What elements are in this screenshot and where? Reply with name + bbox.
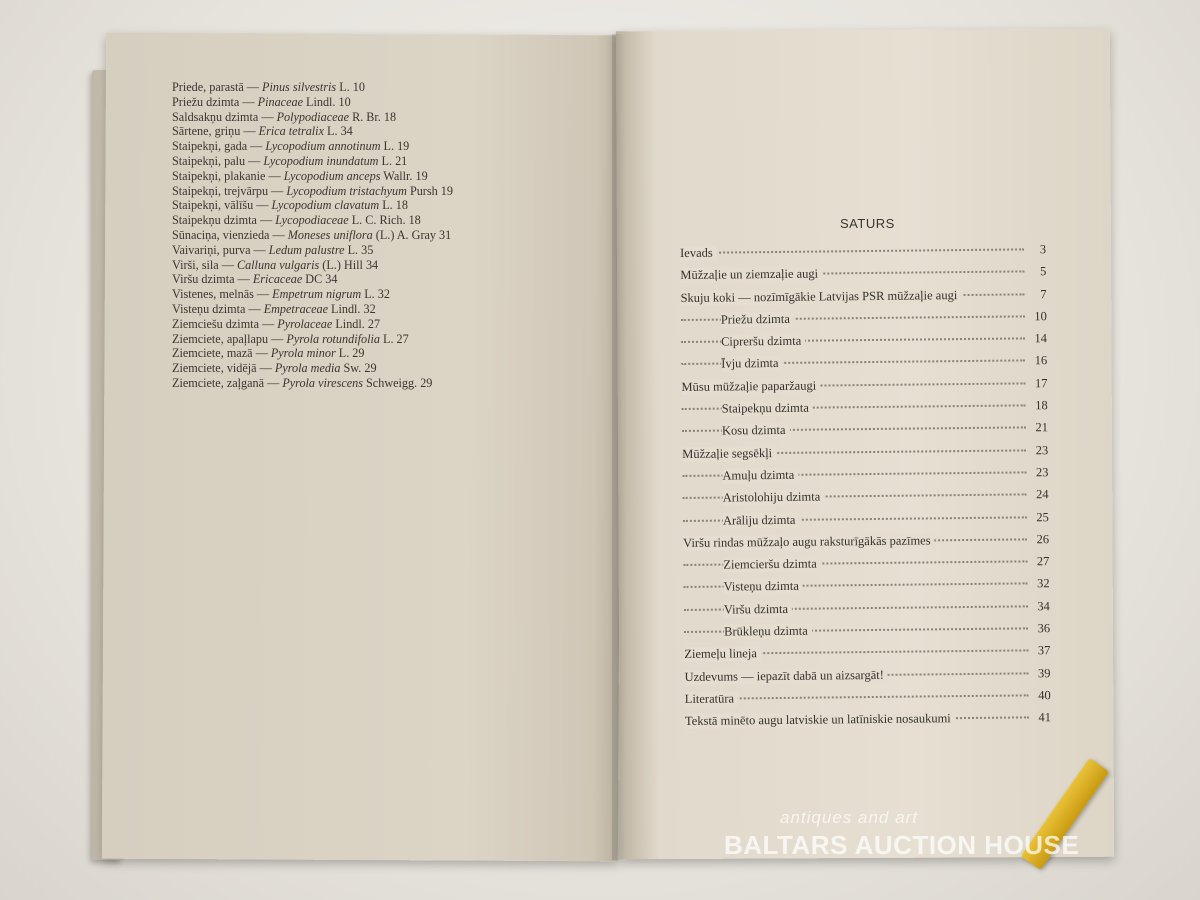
latvian-name: Staipekņi, gada — xyxy=(172,139,266,154)
toc-entry-page: 23 xyxy=(1035,442,1049,457)
watermark-name: BALTARS AUCTION HOUSE xyxy=(724,830,1080,860)
table-of-contents xyxy=(680,240,1051,734)
index-entry xyxy=(172,198,453,213)
toc-entry-page: 36 xyxy=(1037,621,1051,636)
toc-entry-page: 16 xyxy=(1034,353,1048,368)
latin-name: Pinus silvestris xyxy=(262,80,337,94)
toc-entry-title: Arāliju dzimta xyxy=(723,512,800,528)
index-entry xyxy=(172,272,453,287)
index-entry xyxy=(172,139,453,154)
index-entry xyxy=(172,95,453,110)
latvian-name: Virši, sila — xyxy=(172,257,237,272)
latin-name: Lycopodium inundatum xyxy=(263,153,379,168)
latvian-name: Staipekņi, vālīšu — xyxy=(172,198,272,213)
latvian-name: Staipekņu dzimta — xyxy=(172,213,276,228)
author-and-page: Schweigg. 29 xyxy=(362,375,433,390)
latvian-name: Saldsakņu dzimta — xyxy=(172,109,277,124)
latin-name: Polypodiaceae xyxy=(276,109,350,124)
toc-entry-page: 24 xyxy=(1036,487,1049,502)
toc-entry-page: 5 xyxy=(1039,264,1047,279)
watermark-tagline: antiques and art xyxy=(780,808,918,827)
index-entry xyxy=(172,361,453,376)
author-and-page: (L.) A. Gray 31 xyxy=(372,227,452,242)
author-and-page: L. 34 xyxy=(323,124,353,139)
index-entry xyxy=(172,302,453,317)
latin-name: Lycopodium clavatum xyxy=(271,198,380,213)
toc-entry-page: 39 xyxy=(1037,665,1051,680)
toc-entry-title: Ziemcieršu dzimta xyxy=(723,557,821,573)
author-and-page: L. C. Rich. 18 xyxy=(348,213,421,228)
toc-entry xyxy=(685,708,1051,734)
author-and-page: L. 10 xyxy=(336,80,365,94)
author-and-page: L. 35 xyxy=(344,242,374,257)
index-entry xyxy=(172,169,453,184)
toc-entry-title: Mūsu mūžzaļie paparžaugi xyxy=(681,378,820,394)
index-entry xyxy=(172,154,453,169)
book-gutter xyxy=(612,34,626,860)
latvian-name: Visteņu dzimta — xyxy=(172,301,264,316)
toc-entry-title: Visteņu dzimta xyxy=(724,579,803,595)
latin-name: Erica tetralix xyxy=(258,124,324,139)
index-entry xyxy=(172,287,453,302)
toc-entry-title: Skuju koki — nozīmīgākie Latvijas PSR mūžzaļie augi xyxy=(680,288,961,306)
index-entry xyxy=(172,124,453,139)
toc-entry-title: Kosu dzimta xyxy=(722,423,790,439)
latvian-name: Ziemciete, vidējā — xyxy=(172,361,275,376)
latvian-name: Priede, parastā — xyxy=(172,80,263,94)
toc-entry-page: 21 xyxy=(1035,420,1049,435)
author-and-page: Wallr. 19 xyxy=(380,168,428,183)
toc-entry-page: 17 xyxy=(1034,375,1048,391)
latvian-name: Staipekņi, trejvārpu — xyxy=(172,183,287,198)
toc-entry-title: Uzdevums — iepazīt dabā un aizsargāt! xyxy=(684,667,888,684)
index-entry xyxy=(172,317,453,332)
index-entry xyxy=(172,184,453,199)
latin-name: Ledum palustre xyxy=(268,242,345,257)
latvian-name: Sārtene, griņu — xyxy=(172,124,259,139)
toc-entry-page: 25 xyxy=(1036,509,1049,524)
latvian-name: Vistenes, melnās — xyxy=(172,287,273,302)
author-and-page: L. 27 xyxy=(379,331,409,346)
latin-name: Pyrola rotundifolia xyxy=(286,331,380,346)
index-entry xyxy=(172,346,453,361)
latvian-name: Viršu dzimta — xyxy=(172,272,253,287)
author-and-page: L. 29 xyxy=(335,346,365,361)
toc-entry-page: 14 xyxy=(1034,331,1048,346)
toc-entry-title: Literatūra xyxy=(685,691,738,707)
latin-name: Calluna vulgaris xyxy=(236,257,320,272)
index-entry xyxy=(172,228,453,243)
toc-entry-page: 10 xyxy=(1034,309,1047,324)
toc-entry-title: Amuļu dzimta xyxy=(722,468,798,484)
toc-entry-page: 3 xyxy=(1039,242,1047,257)
author-and-page: L. 19 xyxy=(380,139,410,154)
toc-entry-title: Cipreršu dzimta xyxy=(721,334,805,350)
toc-entry-title: Viršu dzimta xyxy=(724,602,792,618)
latvian-name: Ziemciete, mazā — xyxy=(172,346,271,361)
latin-name: Pinaceae xyxy=(257,94,303,109)
index-entry xyxy=(172,110,453,125)
toc-entry-title: Īvju dzimta xyxy=(721,356,782,372)
latvian-name: Staipekņi, palu — xyxy=(172,153,264,168)
index-entry xyxy=(172,376,453,391)
toc-entry-title: Aristolohiju dzimta xyxy=(723,490,825,506)
latin-name: Pyrola minor xyxy=(270,346,336,361)
author-and-page: L. 21 xyxy=(378,153,408,168)
latvian-name: Priežu dzimta — xyxy=(172,94,258,109)
toc-entry-page: 41 xyxy=(1038,710,1052,725)
latin-name: Pyrola virescens xyxy=(282,375,363,390)
toc-entry-title: Ziemeļu lineja xyxy=(684,647,761,663)
toc-entry-page: 32 xyxy=(1037,576,1050,591)
author-and-page: Pursh 19 xyxy=(406,183,453,198)
toc-entry-page: 34 xyxy=(1037,598,1050,614)
latin-name: Empetraceae xyxy=(263,301,328,316)
toc-entry-page: 27 xyxy=(1036,554,1050,569)
author-and-page: Sw. 29 xyxy=(340,361,377,376)
toc-entry-page: 23 xyxy=(1035,465,1049,480)
toc-entry-title: Viršu rindas mūžzaļo augu raksturīgākās pazīmes xyxy=(683,533,935,551)
latin-name: Pyrolaceae xyxy=(277,316,333,331)
latin-name: Lycopodium tristachyum xyxy=(286,183,407,198)
latvian-name: Ziemciešu dzimta — xyxy=(172,316,278,331)
latvian-name: Vaivariņi, purva — xyxy=(172,242,269,257)
toc-entry-title: Ievads xyxy=(680,246,717,261)
toc-entry-title: Mūžzaļie segsēkļi xyxy=(682,446,776,462)
latvian-name: Staipekņi, plakanie — xyxy=(172,168,284,183)
author-and-page: Lindl. 32 xyxy=(327,301,376,316)
latvian-name: Ziemciete, apaļlapu — xyxy=(172,331,287,346)
latin-name: Lycopodiaceae xyxy=(275,213,349,228)
author-and-page: Lindl. 10 xyxy=(302,94,351,109)
latin-name: Pyrola media xyxy=(274,361,341,376)
index-entry xyxy=(172,213,453,228)
latin-name: Ericaceae xyxy=(252,272,303,287)
latvian-name: Sūnaciņa, vienzieda — xyxy=(172,227,288,242)
latin-name: Moneses uniflora xyxy=(287,227,373,242)
toc-entry-title: Mūžzaļie un ziemzaļie augi xyxy=(680,267,822,283)
index-entry xyxy=(172,332,453,347)
toc-entry-title: Staipekņu dzimta xyxy=(722,401,813,417)
toc-entry-title: Tekstā minēto augu latviskie un latīniskie nosaukumi xyxy=(685,711,955,729)
toc-entry-title: Priežu dzimta xyxy=(721,312,794,328)
author-and-page: R. Br. 18 xyxy=(349,109,397,124)
toc-entry-page: 18 xyxy=(1035,398,1048,413)
author-and-page: L. 32 xyxy=(361,287,390,302)
dot-leader xyxy=(680,248,1024,254)
author-and-page: Lindl. 27 xyxy=(332,316,381,331)
plant-name-index xyxy=(172,80,453,391)
toc-entry-page: 26 xyxy=(1036,532,1050,547)
latin-name: Lycopodium annotinum xyxy=(265,139,381,154)
latin-name: Lycopodium anceps xyxy=(283,168,381,183)
toc-entry-page: 37 xyxy=(1037,643,1051,658)
index-entry xyxy=(172,258,453,273)
index-entry xyxy=(172,243,453,258)
author-and-page: L. 18 xyxy=(379,198,408,213)
author-and-page: (L.) Hill 34 xyxy=(319,257,379,272)
toc-heading: SATURS xyxy=(840,216,895,231)
author-and-page: DC 34 xyxy=(302,272,338,287)
index-entry xyxy=(172,80,453,95)
toc-entry-page: 40 xyxy=(1038,688,1051,703)
latvian-name: Ziemciete, zaļganā — xyxy=(172,375,283,390)
latin-name: Empetrum nigrum xyxy=(272,287,362,302)
toc-entry-page: 7 xyxy=(1040,286,1047,301)
toc-entry-title: Brūkleņu dzimta xyxy=(724,624,812,640)
